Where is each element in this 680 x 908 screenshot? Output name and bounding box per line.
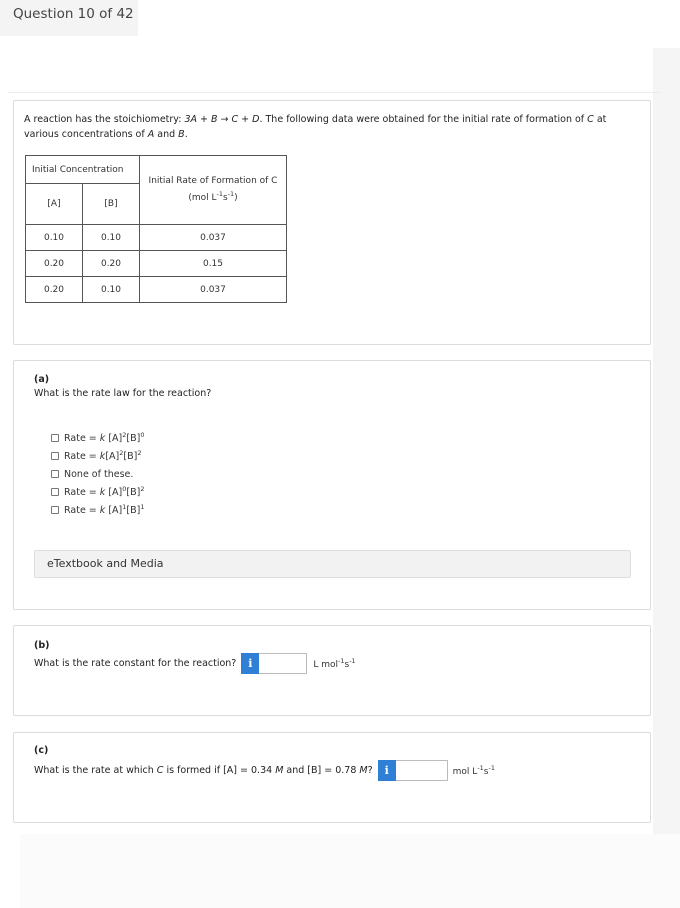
option-4[interactable]: [51, 501, 144, 519]
part-b-label: (b): [34, 640, 50, 651]
part-a-card: [13, 360, 651, 610]
part-a-question: What is the rate law for the reaction?: [34, 388, 212, 399]
part-b-answer-row: [34, 653, 356, 674]
option-label: Rate = k $[A]^0[B]^2$: [64, 485, 145, 499]
table-cell-b: 0.20: [83, 251, 140, 277]
intro-card: [13, 100, 651, 345]
rate-header-line1: Initial Rate of Formation of C: [148, 176, 278, 186]
data-table: [25, 155, 287, 303]
rate-constant-unit: L $mol^{-1}s^{-1}$: [313, 657, 356, 670]
question-counter-bar: [0, 0, 138, 36]
checkbox[interactable]: [51, 452, 59, 460]
col-header-a: [A]: [26, 184, 83, 225]
col-header-b: [B]: [83, 184, 140, 225]
part-a-label: (a): [34, 374, 50, 385]
table-cell-a: 0.20: [26, 251, 83, 277]
option-0[interactable]: [51, 429, 144, 447]
part-c-answer-row: [34, 760, 495, 781]
rate-constant-input[interactable]: [259, 653, 307, 674]
formation-rate-unit: mol $L^{-1}s^{-1}$: [452, 764, 495, 777]
checkbox[interactable]: [51, 470, 59, 478]
rate-header-unit: (mol $L^{-1}s^{-1}$): [188, 190, 238, 203]
table-cell-rate: 0.037: [140, 225, 287, 251]
question-counter: Question 10 of 42: [13, 6, 134, 22]
table-cell-a: 0.10: [26, 225, 83, 251]
rate-law-options: [51, 429, 144, 519]
etextbook-media-button[interactable]: eTextbook and Media: [34, 550, 631, 578]
table-cell-rate: 0.037: [140, 277, 287, 303]
rate-header: [140, 156, 287, 225]
table-cell-rate: 0.15: [140, 251, 287, 277]
checkbox[interactable]: [51, 434, 59, 442]
option-1[interactable]: [51, 447, 144, 465]
part-c-card: [13, 732, 651, 823]
table-cell-b: 0.10: [83, 225, 140, 251]
table-cell-b: 0.10: [83, 277, 140, 303]
option-2[interactable]: [51, 465, 144, 483]
table-row: [26, 251, 287, 277]
option-label: Rate = k $[A]^1[B]^1$: [64, 503, 145, 517]
bottom-area: [20, 834, 680, 908]
formation-rate-input[interactable]: [396, 760, 448, 781]
part-c-question: What is the rate at which C is formed if [A] = 0.34 M and [B] = 0.78 M?: [34, 765, 373, 776]
table-cell-a: 0.20: [26, 277, 83, 303]
table-row: [26, 277, 287, 303]
group-header: Initial Concentration: [26, 156, 140, 184]
option-3[interactable]: [51, 483, 144, 501]
part-b-question: What is the rate constant for the reaction?: [34, 658, 237, 669]
checkbox[interactable]: [51, 488, 59, 496]
checkbox[interactable]: [51, 506, 59, 514]
intro-text: A reaction has the stoichiometry: 3A + B → C + D. The following data were obtained for the initial rate of formation of C at various concentrations of A and B.: [24, 114, 607, 140]
option-label: Rate = k $[A]^2[B]^0$: [64, 431, 145, 445]
info-icon[interactable]: i: [378, 760, 396, 781]
info-icon[interactable]: i: [241, 653, 259, 674]
part-b-card: [13, 625, 651, 716]
option-label: None of these.: [64, 468, 134, 480]
part-c-label: (c): [34, 745, 49, 756]
table-row: [26, 225, 287, 251]
option-label: Rate = $k[A]^2[B]^2$: [64, 449, 142, 463]
